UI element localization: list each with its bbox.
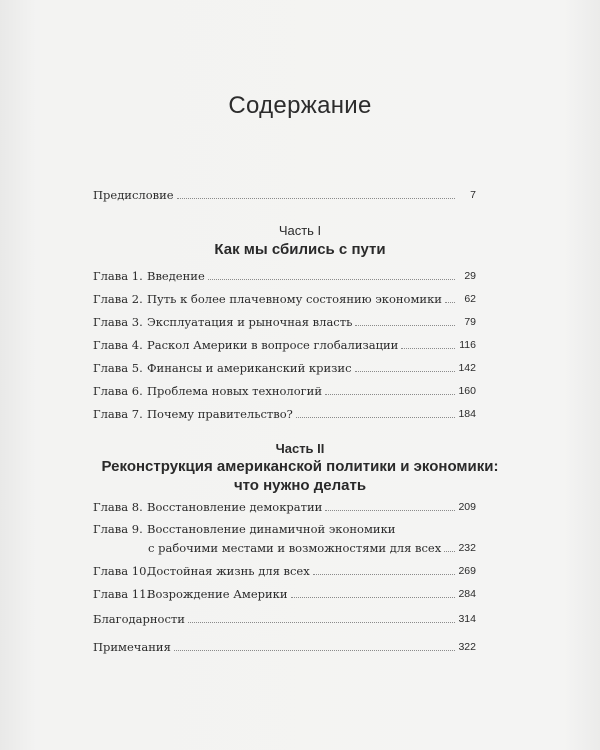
toc-entry-chapter: [93, 359, 476, 375]
chapter-number: Глава 7.: [93, 407, 143, 421]
leader-dots: [208, 279, 455, 280]
toc-entry-chapter: [93, 562, 476, 578]
leader-dots: [174, 650, 455, 651]
page-number: 116: [459, 339, 476, 351]
chapter-number: Глава 9.: [93, 522, 143, 536]
entry-label: Предисловие: [93, 188, 174, 202]
part-label: Часть I: [278, 223, 322, 238]
chapter-title: Финансы и американский кризис: [147, 361, 352, 375]
entry-label: Примечания: [93, 640, 171, 654]
toc-entry-chapter: [93, 267, 476, 283]
toc-entry-chapter: [93, 585, 476, 601]
toc-entry-preface: [93, 186, 476, 202]
chapter-title-line2: с рабочими местами и возможностями для всех: [148, 541, 442, 555]
chapter-number: Глава 6.: [93, 384, 143, 398]
chapter-title: Введение: [147, 269, 205, 283]
toc-entry-chapter-line1: [93, 520, 476, 536]
part-title: Как мы сбились с пути: [214, 241, 386, 258]
leader-dots: [177, 198, 455, 199]
chapter-title: Эксплуатация и рыночная власть: [147, 315, 353, 329]
page-number: 79: [464, 316, 476, 328]
chapter-number: Глава 8.: [93, 500, 143, 514]
chapter-title: Почему правительство?: [147, 407, 293, 421]
entry-label: Благодарности: [93, 612, 185, 626]
toc-entry-chapter: [93, 382, 476, 398]
toc-entry-chapter: [93, 336, 476, 352]
page-number: 29: [464, 270, 476, 282]
leader-dots: [291, 597, 455, 598]
page-number: 232: [458, 542, 476, 554]
chapter-title: Раскол Америки в вопросе глобализации: [147, 338, 399, 352]
chapter-title: Проблема новых технологий: [147, 384, 322, 398]
chapter-number: Глава 5.: [93, 361, 143, 375]
page-number: 269: [458, 565, 476, 577]
chapter-number: Глава 10.: [93, 564, 151, 578]
part-title-line1: Реконструкция американской политики и экономики:: [101, 458, 499, 475]
part-label: Часть II: [275, 441, 325, 456]
toc-title: Содержание: [228, 92, 372, 119]
page-number: 160: [458, 385, 476, 397]
chapter-number: Глава 11.: [93, 587, 151, 601]
leader-dots: [188, 622, 455, 623]
leader-dots: [445, 302, 455, 303]
toc-entry-chapter-line2: [93, 539, 476, 555]
leader-dots: [296, 417, 455, 418]
page-number: 142: [458, 362, 476, 374]
page-number: 209: [458, 501, 476, 513]
chapter-number: Глава 3.: [93, 315, 143, 329]
toc-entry-chapter: [93, 313, 476, 329]
chapter-title: Путь к более плачевному состоянию экономики: [147, 292, 442, 306]
leader-dots: [313, 574, 455, 575]
chapter-title: Достойная жизнь для всех: [147, 564, 310, 578]
toc-entry-acknowledgments: [93, 610, 476, 626]
leader-dots: [355, 371, 455, 372]
leader-dots: [325, 394, 455, 395]
toc-entry-notes: [93, 638, 476, 654]
leader-dots: [325, 510, 455, 511]
chapter-number: Глава 4.: [93, 338, 143, 352]
chapter-title: Восстановление демократии: [147, 500, 323, 514]
chapter-title-line1: Восстановление динамичной экономики: [147, 522, 396, 536]
leader-dots: [355, 325, 455, 326]
leader-dots: [444, 551, 455, 552]
page-number: 284: [458, 588, 476, 600]
chapter-number: Глава 1.: [93, 269, 143, 283]
page-number: 184: [458, 408, 476, 420]
leader-dots: [401, 348, 455, 349]
toc-entry-chapter: [93, 290, 476, 306]
page-number: 7: [470, 189, 476, 201]
part-title-line2: что нужно делать: [233, 477, 367, 494]
toc-entry-chapter: [93, 498, 476, 514]
page-number: 322: [458, 641, 476, 653]
chapter-number: Глава 2.: [93, 292, 143, 306]
page-number: 314: [458, 613, 476, 625]
page-number: 62: [464, 293, 476, 305]
toc-entry-chapter: [93, 405, 476, 421]
chapter-title: Возрождение Америки: [147, 587, 288, 601]
